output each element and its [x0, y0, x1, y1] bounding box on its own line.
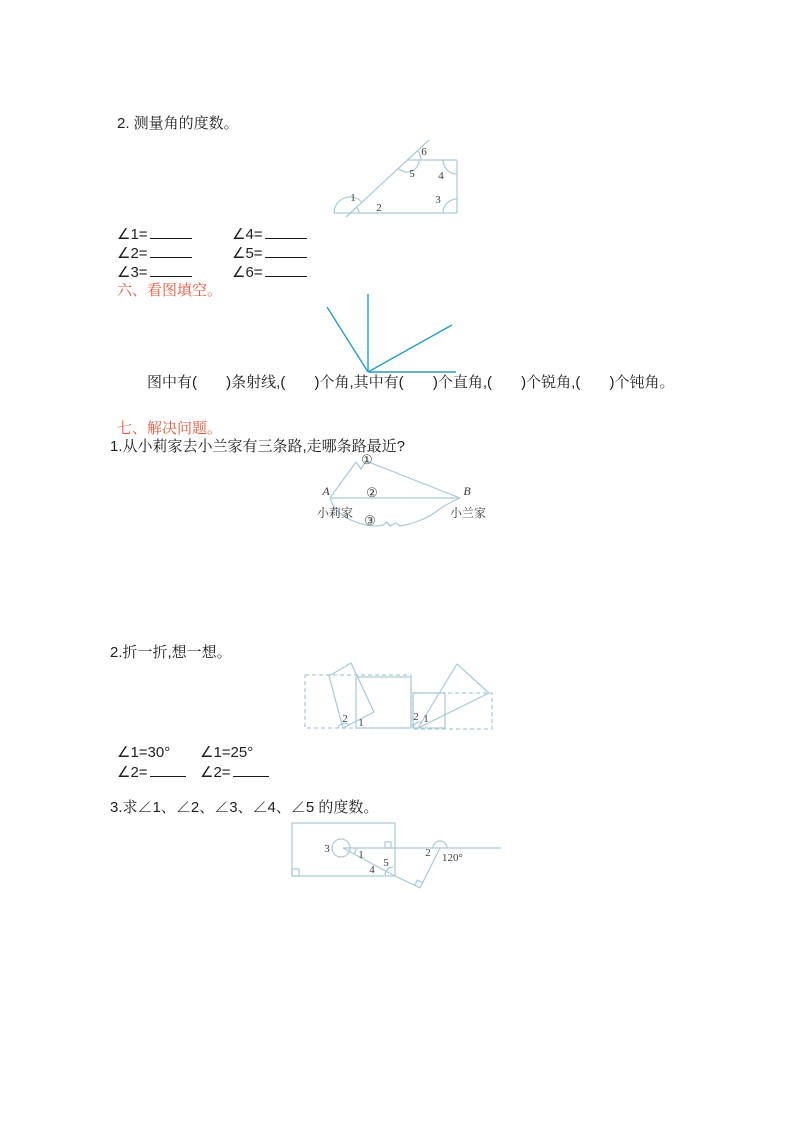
blank-row-1-left — [117, 225, 192, 245]
blank-row-3-right — [232, 263, 307, 283]
measure-angles-figure — [327, 130, 467, 225]
blank-label: ∠2= — [117, 764, 148, 781]
blank-label: ∠6= — [232, 264, 263, 281]
answer-blank — [150, 244, 192, 258]
point-b-label: B — [463, 484, 471, 498]
road-1-label: ① — [361, 452, 373, 467]
answer-blank — [233, 763, 269, 777]
angle-5-label: 5 — [409, 168, 415, 180]
question-2-text: 2.折一折,想一想。 — [110, 644, 232, 661]
q3-angle-5-label: 5 — [383, 857, 389, 869]
answer-blank — [265, 225, 307, 239]
blank-label: ∠5= — [232, 245, 263, 262]
angle-3-label: 3 — [435, 194, 441, 206]
q3-120-degree-label: 120° — [442, 852, 463, 864]
blank-row-1-right — [232, 225, 307, 245]
angle-2-label: 2 — [376, 202, 382, 214]
answer-blank — [150, 263, 192, 277]
blank-label: ∠2= — [117, 245, 148, 262]
answer-blank — [265, 263, 307, 277]
section-six-heading: 六、看图填空。 — [117, 282, 223, 299]
q3-angle-3-label: 3 — [324, 843, 330, 855]
fill-in-line: 图中有( )条射线,( )个角,其中有( )个直角,( )个锐角,( )个钝角。 — [147, 374, 675, 391]
road-2-label: ② — [366, 485, 378, 500]
blank-label: ∠1= — [117, 226, 148, 243]
fold-figure — [298, 656, 503, 736]
blank-row-2-left — [117, 244, 192, 264]
home-a-label: 小莉家 — [316, 506, 354, 520]
q3-angle-1-label: 1 — [358, 849, 364, 861]
angle-4-label: 4 — [438, 170, 444, 182]
ask-angle-right — [200, 763, 269, 783]
five-angles-figure — [286, 816, 508, 908]
given-angle-left: ∠1=30° — [117, 744, 171, 761]
blank-label: ∠2= — [200, 764, 231, 781]
section-seven-heading: 七、解决问题。 — [117, 420, 223, 437]
home-b-label: 小兰家 — [449, 506, 487, 520]
fold-right-angle-2-label: 2 — [413, 711, 419, 723]
question-3-text: 3.求∠1、∠2、∠3、∠4、∠5 的度数。 — [110, 799, 379, 816]
ask-angle-left — [117, 763, 186, 783]
blank-label: ∠3= — [117, 264, 148, 281]
rays-figure — [315, 290, 465, 376]
fold-right-angle-1-label: 1 — [423, 713, 429, 725]
measure-title: 2. 测量角的度数。 — [117, 115, 239, 132]
q3-angle-2-label: 2 — [425, 847, 431, 859]
blank-row-3-left — [117, 263, 192, 283]
blank-row-2-right — [232, 244, 307, 264]
three-roads-figure — [293, 448, 488, 543]
angle-1-label: 1 — [350, 192, 356, 204]
given-angle-right: ∠1=25° — [200, 744, 254, 761]
angle-6-label: 6 — [421, 146, 427, 158]
point-a-label: A — [322, 484, 330, 498]
fold-left-angle-1-label: 1 — [358, 717, 364, 729]
question-1-text: 1.从小莉家去小兰家有三条路,走哪条路最近? — [110, 438, 406, 455]
rays — [327, 294, 456, 372]
answer-blank — [150, 763, 186, 777]
road-3-label: ③ — [364, 513, 376, 528]
q3-angle-4-label: 4 — [369, 864, 375, 876]
fold-left-angle-2-label: 2 — [342, 713, 348, 725]
answer-blank — [265, 244, 307, 258]
blank-label: ∠4= — [232, 226, 263, 243]
five-angles-lines — [292, 823, 501, 888]
answer-blank — [150, 225, 192, 239]
